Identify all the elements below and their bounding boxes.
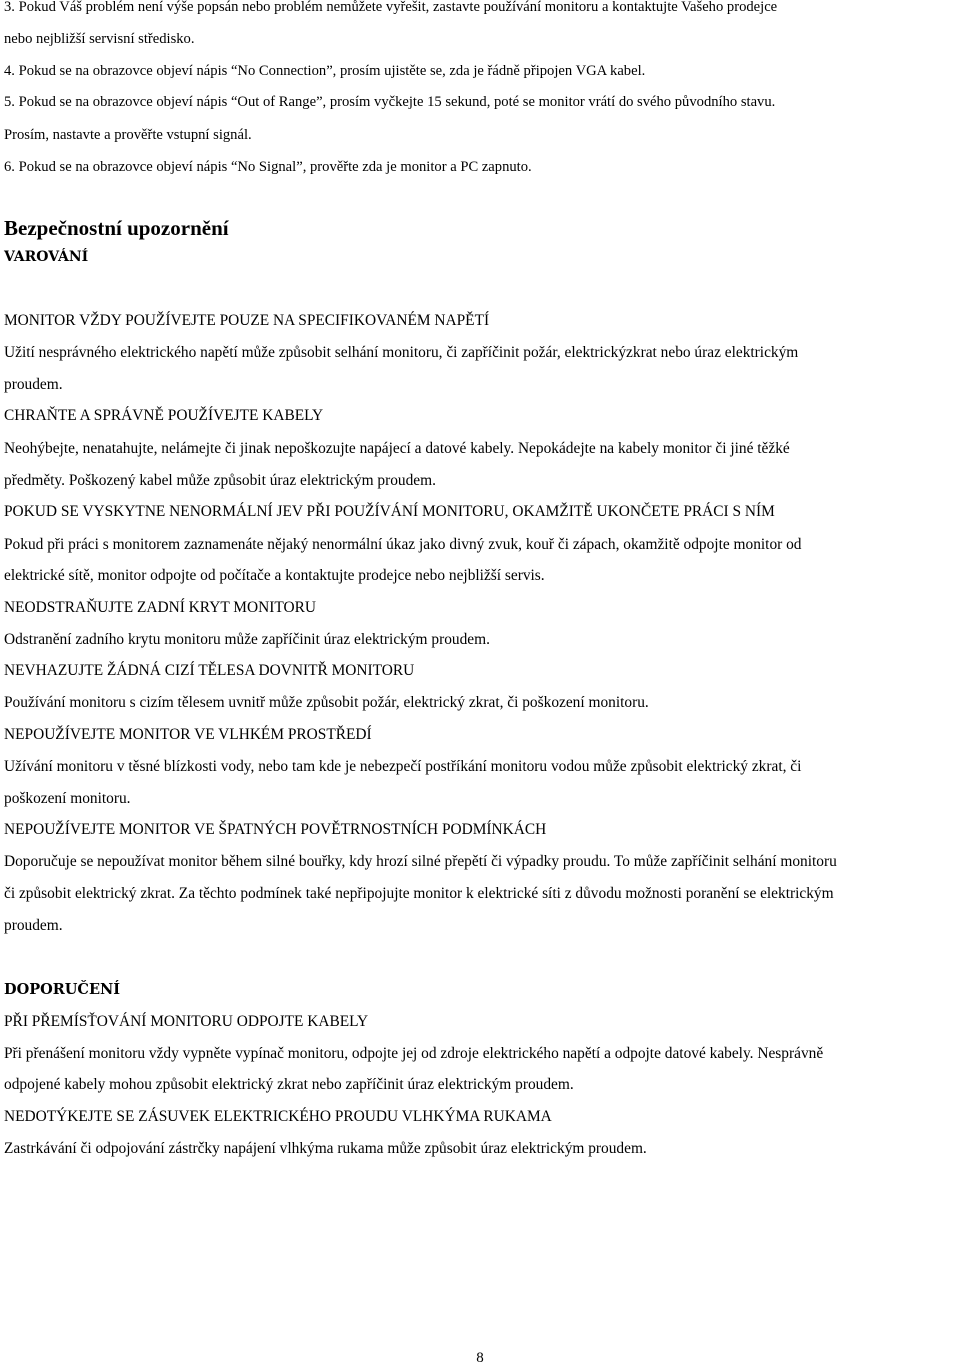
troubleshooting-item-3: 3. Pokud Váš problém není výše popsán nebo problém nemůžete vyřešit, zastavte používání monitoru a kontaktujte Vašeho prodejce	[4, 0, 778, 15]
moving-text: Při přenášení monitoru vždy vypněte vypínač monitoru, odpojte jej od zdroje elektrického napětí a odpojte datové kabely. Nesprávně	[4, 1045, 824, 1062]
troubleshooting-item-4: 4. Pokud se na obrazovce objeví nápis “No Connection”, prosím ujistěte se, zda je řádně připojen VGA kabel.	[4, 63, 646, 79]
cables-text-cont: předměty. Poškozený kabel může způsobit úraz elektrickým proudem.	[4, 472, 436, 489]
abnormal-text: Pokud při práci s monitorem zaznamenáte nějaký nenormální úkaz jako divný zvuk, kouř či zápach, okamžitě odpojte monitor od	[4, 536, 802, 553]
troubleshooting-item-3-cont: nebo nejbližší servisní středisko.	[4, 31, 195, 47]
abnormal-title: POKUD SE VYSKYTNE NENORMÁLNÍ JEV PŘI POUŽÍVÁNÍ MONITORU, OKAMŽITĚ UKONČETE PRÁCI S NÍM	[4, 503, 775, 520]
cover-text: Odstranění zadního krytu monitoru může zapříčinit úraz elektrickým proudem.	[4, 631, 490, 648]
moving-text-cont: odpojené kabely mohou způsobit elektrický zkrat nebo zapříčinit úraz elektrickým proudem.	[4, 1076, 574, 1093]
safety-title: Bezpečnostní upozornění	[4, 216, 229, 240]
wet-hands-text: Zastrkávání či odpojování zástrčky napájení vlhkýma rukama může způsobit úraz elektrickým proudem.	[4, 1140, 647, 1157]
troubleshooting-item-6: 6. Pokud se na obrazovce objeví nápis “No Signal”, prověřte zda je monitor a PC zapnuto.	[4, 159, 532, 175]
recommendation-heading: DOPORUČENÍ	[4, 981, 121, 998]
weather-text-cont-2: proudem.	[4, 917, 63, 934]
humid-text: Užívání monitoru v těsné blízkosti vody, nebo tam kde je nebezpečí postříkání monitoru vodou může způsobit elektrický zkrat, či	[4, 758, 802, 775]
foreign-object-text: Používání monitoru s cizím tělesem uvnitř může způsobit požár, elektrický zkrat, či poškození monitoru.	[4, 694, 649, 711]
humid-title: NEPOUŽÍVEJTE MONITOR VE VLHKÉM PROSTŘEDÍ	[4, 726, 372, 743]
abnormal-text-cont: elektrické sítě, monitor odpojte od počítače a kontaktujte prodejce nebo nejbližší servis.	[4, 567, 545, 584]
page-number: 8	[476, 1350, 484, 1366]
humid-text-cont: poškození monitoru.	[4, 790, 131, 807]
voltage-text: Užití nesprávného elektrického napětí může způsobit selhání monitoru, či zapříčinit požár, elektrickýzkrat nebo úraz elektrickým	[4, 344, 799, 361]
voltage-text-cont: proudem.	[4, 376, 63, 393]
moving-title: PŘI PŘEMÍSŤOVÁNÍ MONITORU ODPOJTE KABELY	[4, 1013, 369, 1030]
weather-text-cont: či způsobit elektrický zkrat. Za těchto podmínek také nepřipojujte monitor k elektrické síti z důvodu možnosti poranění se elektrickým	[4, 885, 834, 902]
cables-text: Neohýbejte, nenatahujte, nelámejte či jinak nepoškozujte napájecí a datové kabely. Nepokádejte na kabely monitor či jiné těžké	[4, 440, 790, 457]
warning-heading: VAROVÁNÍ	[4, 249, 89, 265]
cover-title: NEODSTRAŇUJTE ZADNÍ KRYT MONITORU	[4, 599, 316, 616]
troubleshooting-item-5-cont: Prosím, nastavte a prověřte vstupní signál.	[4, 127, 252, 143]
cables-title: CHRAŇTE A SPRÁVNĚ POUŽÍVEJTE KABELY	[4, 407, 324, 424]
weather-title: NEPOUŽÍVEJTE MONITOR VE ŠPATNÝCH POVĚTRNOSTNÍCH PODMÍNKÁCH	[4, 821, 547, 838]
troubleshooting-item-5: 5. Pokud se na obrazovce objeví nápis “Out of Range”, prosím vyčkejte 15 sekund, poté se monitor vrátí do svého původního stavu.	[4, 94, 776, 110]
wet-hands-title: NEDOTÝKEJTE SE ZÁSUVEK ELEKTRICKÉHO PROUDU VLHKÝMA RUKAMA	[4, 1108, 552, 1125]
voltage-title: MONITOR VŽDY POUŽÍVEJTE POUZE NA SPECIFIKOVANÉM NAPĚTÍ	[4, 312, 490, 329]
foreign-object-title: NEVHAZUJTE ŽÁDNÁ CIZÍ TĚLESA DOVNITŘ MONITORU	[4, 662, 415, 679]
weather-text: Doporučuje se nepoužívat monitor během silné bouřky, kdy hrozí silné přepětí či výpadky proudu. To může zapříčinit selhání monitoru	[4, 853, 837, 870]
